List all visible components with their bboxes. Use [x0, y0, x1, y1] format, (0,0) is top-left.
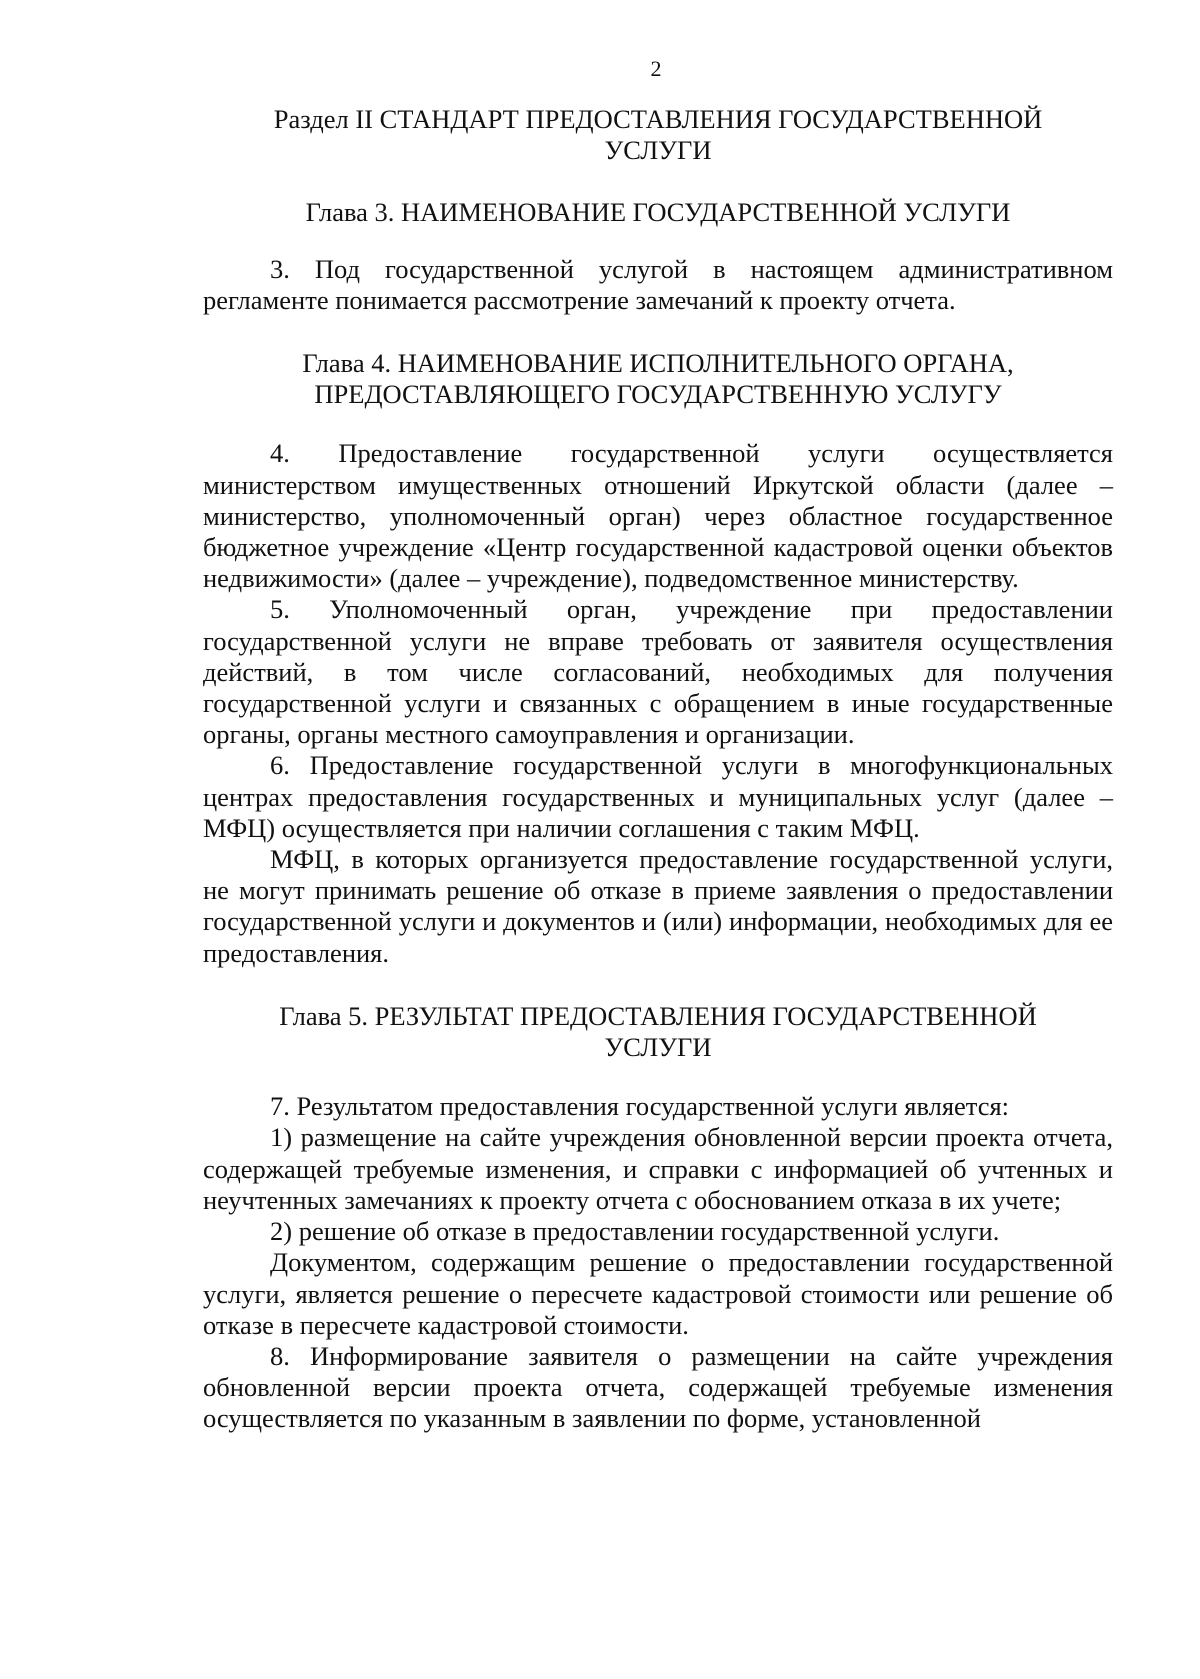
paragraph-5: 5. Уполномоченный орган, учреждение при предоставлении государственной услуги не вправе требовать от заявителя осуществления действий, в том числе согласований, необходимых для получения государственной услуги и связанных с обращением в иные государственные органы, органы местного самоуправления и организации.: [203, 594, 1113, 750]
paragraph-6-mfc: МФЦ, в которых организуется предоставление государственной услуги, не могут принимать решение об отказе в приеме заявления о предоставлении государственной услуги и документов и (или) информации, необходимых для ее предоставления.: [203, 844, 1113, 968]
paragraph-7-document: Документом, содержащим решение о предоставлении государственной услуги, является решение о пересчете кадастровой стоимости или решение об отказе в пересчете кадастровой стоимости.: [203, 1247, 1113, 1340]
chapter-5-title-line-1: Глава 5. РЕЗУЛЬТАТ ПРЕДОСТАВЛЕНИЯ ГОСУДАРСТВЕННОЙ: [279, 1000, 1037, 1031]
paragraph-6: 6. Предоставление государственной услуги в многофункциональных центрах предоставления государственных и муниципальных услуг (далее – МФЦ) осуществляется при наличии соглашения с таким МФЦ.: [203, 750, 1113, 843]
chapter-5-title-line-2: УСЛУГИ: [604, 1032, 712, 1063]
paragraph-7: 7. Результатом предоставления государственной услуги является:: [270, 1091, 1010, 1122]
section-title: [203, 104, 1113, 166]
paragraph-4: 4. Предоставление государственной услуги осуществляется министерством имущественных отношений Иркутской области (далее – министерство, уполномоченный орган) через областное государственное бюджетное учреждение «Центр государственной кадастровой оценки объектов недвижимости» (далее – учреждение), подведомственное министерству.: [203, 438, 1113, 594]
chapter-4-title-line-1: Глава 4. НАИМЕНОВАНИЕ ИСПОЛНИТЕЛЬНОГО ОРГАНА,: [302, 348, 1014, 379]
chapter-3-title: Глава 3. НАИМЕНОВАНИЕ ГОСУДАРСТВЕННОЙ УСЛУГИ: [305, 197, 1011, 228]
paragraph-8: 8. Информирование заявителя о размещении на сайте учреждения обновленной версии проекта отчета, содержащей требуемые изменения осуществляется по указанным в заявлении по форме, установленной: [203, 1340, 1113, 1434]
document-body: [203, 104, 1113, 1435]
chapter-4-title: [203, 348, 1113, 410]
paragraph-3: 3. Под государственной услугой в настоящем административном регламенте понимается рассмотрение замечаний к проекту отчета.: [203, 253, 1113, 315]
chapter-5-title: [203, 1001, 1113, 1063]
page-number: 2: [650, 56, 662, 81]
section-title-line-2: УСЛУГИ: [604, 135, 712, 166]
section-title-line-1: Раздел II СТАНДАРТ ПРЕДОСТАВЛЕНИЯ ГОСУДАРСТВЕННОЙ: [273, 104, 1043, 134]
paragraph-7-item-2: 2) решение об отказе в предоставлении государственной услуги.: [270, 1216, 1000, 1247]
chapter-4-title-line-2: ПРЕДОСТАВЛЯЮЩЕГО ГОСУДАРСТВЕННУЮ УСЛУГУ: [314, 379, 1002, 410]
paragraph-7-item-1: 1) размещение на сайте учреждения обновленной версии проекта отчета, содержащей требуемые изменения, и справки с информацией об учтенных и неучтенных замечаниях к проекту отчета с обоснованием отказа в их учете;: [203, 1122, 1113, 1215]
